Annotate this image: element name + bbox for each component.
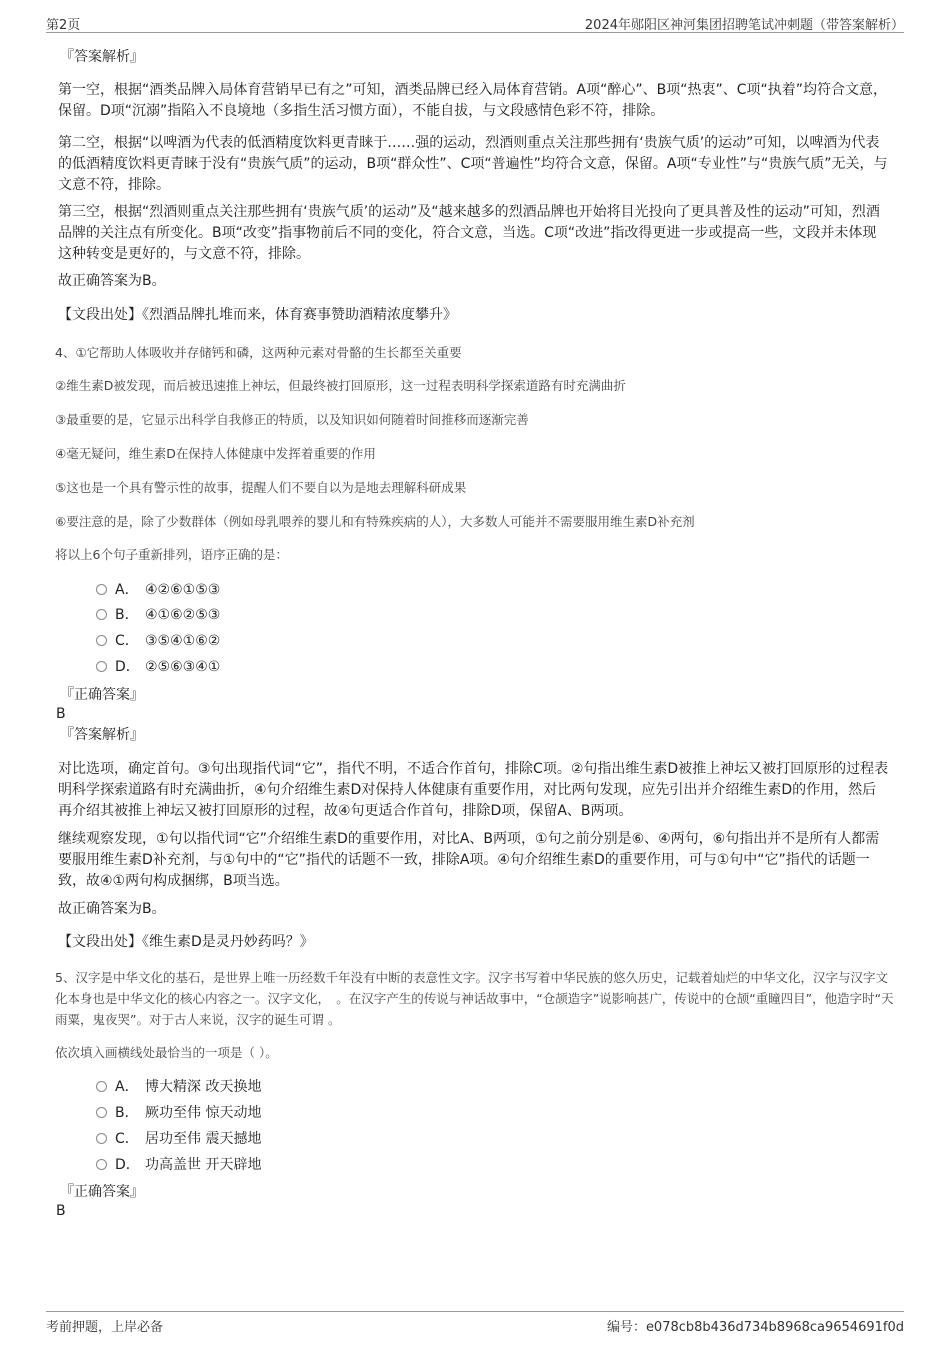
q3-analysis-para1: 第一空，根据“酒类品牌入局体育营销早已有之”可知，酒类品牌已经入局体育营销。A项“醉心”、B项“热衷”、C项“执着”均符合文意，保留。D项“沉溺”指陷入不良境地（多指生活习惯方面），不能自拔，与文段感情色彩不符，排除。	[58, 82, 887, 119]
q3-analysis-para3: 第三空，根据“烈酒则重点关注那些拥有‘贵族气质’的运动”及“越来越多的烈酒品牌也开始将目光投向了更具普及性的运动”可知，烈酒品牌的关注点有所变化。B项“改变”指事物前后不同的变化，符合文意，当选。C项“改进”指改得更进一步或提高一些，文段并未体现这种转变是更好的，与文意不符，排除。	[58, 204, 880, 262]
q4-sentence-4: ④毫无疑问，维生素D在保持人体健康中发挥着重要的作用	[55, 446, 376, 461]
page-number: 第2页	[46, 18, 81, 33]
q4-conclusion: 故正确答案为B。	[58, 901, 166, 917]
q4-sentence-6: ⑥要注意的是，除了少数群体（例如母乳喂养的婴儿和有特殊疾病的人），大多数人可能并不需要服用维生素D补充剂	[55, 514, 695, 529]
footer-slogan: 考前押题，上岸必备	[46, 1320, 164, 1335]
q3-source: 【文段出处】《烈酒品牌扎堆而来，体育赛事赞助酒精浓度攀升》	[58, 307, 457, 323]
q5-stem: 5、汉字是中华文化的基石，是世界上唯一历经数千年没有中断的表意性文字。汉字书写着中华民族的悠久历史，记载着灿烂的中华文化，汉字与汉字文化本身也是中华文化的核心内容之一。汉字文化， 。在汉字产生的传说与神话故事中，“仓颉造字”说影响甚广，传说中的仓颉“重瞳四目”，他造字时“天雨粟，鬼夜哭”。对于古人来说，汉字的诞生可谓 。	[55, 970, 894, 1027]
radio-icon[interactable]	[96, 1159, 107, 1170]
q5-answer-heading: 『正确答案』	[60, 1184, 144, 1200]
q3-analysis-para2: 第二空，根据“以啤酒为代表的低酒精度饮料更青睐于……强的运动，烈酒则重点关注那些拥有‘贵族气质’的运动”可知，以啤酒为代表的低酒精度饮料更青睐于没有“贵族气质”的运动，B项“群众性”、C项“普遍性”均符合文意，保留。A项“专业性”与“贵族气质”无关，与文意不符，排除。	[58, 135, 888, 193]
q5-option-a[interactable]: A． 博大精深 改天换地	[96, 1077, 261, 1097]
q4-analysis-para1: 对比选项，确定首句。③句出现指代词“它”，指代不明，不适合作首句，排除C项。②句指出维生素D被推上神坛又被打回原形的过程表明科学探索道路有时充满曲折，④句介绍维生素D对保持人体健康有重要作用，对比两句发现，应先引出并介绍维生素D的作用，然后再介绍其被推上神坛又被打回原形的过程，故④句更适合作首句，排除D项，保留A、B两项。	[58, 761, 889, 819]
radio-icon[interactable]	[96, 1133, 107, 1144]
q4-option-a[interactable]: A． ④②⑥①⑤③	[96, 580, 220, 600]
q4-sentence-5: ⑤这也是一个具有警示性的故事，提醒人们不要自以为是地去理解科研成果	[55, 480, 467, 495]
q4-answer-heading: 『正确答案』	[60, 687, 144, 703]
q3-conclusion: 故正确答案为B。	[58, 273, 166, 289]
radio-icon[interactable]	[96, 609, 107, 620]
q4-analysis-heading: 『答案解析』	[60, 727, 144, 743]
q4-sentence-3: ③最重要的是，它显示出科学自我修正的特质，以及知识如何随着时间推移而逐渐完善	[55, 412, 529, 427]
q5-option-c[interactable]: C． 居功至伟 震天撼地	[96, 1129, 261, 1149]
radio-icon[interactable]	[96, 1081, 107, 1092]
page-header	[46, 12, 904, 33]
document-title: 2024年郧阳区神河集团招聘笔试冲刺题（带答案解析）	[584, 18, 904, 33]
q5-option-b[interactable]: B． 厥功至伟 惊天动地	[96, 1103, 261, 1123]
q4-source: 【文段出处】《维生素D是灵丹妙药吗？》	[58, 934, 314, 950]
q5-answer: B	[56, 1203, 66, 1219]
q4-analysis-para2: 继续观察发现，①句以指代词“它”介绍维生素D的重要作用，对比A、B两项，①句之前分别是⑥、④两句，⑥句指出并不是所有人都需要服用维生素D补充剂，与①句中的“它”指代的话题不一致，排除A项。④句介绍维生素D的重要作用，可与①句中“它”指代的话题一致，故④①两句构成捆绑，B项当选。	[58, 831, 880, 889]
footer-serial: 编号：e078cb8b436d734b8968ca9654691f0d	[606, 1320, 904, 1335]
radio-icon[interactable]	[96, 661, 107, 672]
q4-sentence-1: 4、①它帮助人体吸收并存储钙和磷，这两种元素对骨骼的生长都至关重要	[55, 345, 462, 360]
q4-option-b[interactable]: B． ④①⑥②⑤③	[96, 605, 220, 625]
q5-option-d[interactable]: D． 功高盖世 开天辟地	[96, 1155, 261, 1175]
radio-icon[interactable]	[96, 635, 107, 646]
q4-option-c[interactable]: C． ③⑤④①⑥②	[96, 631, 220, 651]
q4-option-d[interactable]: D． ②⑤⑥③④①	[96, 657, 220, 677]
q5-prompt: 依次填入画横线处最恰当的一项是（ ）。	[55, 1045, 278, 1060]
radio-icon[interactable]	[96, 584, 107, 595]
q4-sentence-2: ②维生素D被发现，而后被迅速推上神坛，但最终被打回原形，这一过程表明科学探索道路有时充满曲折	[55, 378, 626, 393]
q4-prompt: 将以上6个句子重新排列，语序正确的是：	[55, 547, 288, 562]
q4-answer: B	[56, 706, 66, 722]
q3-analysis-heading: 『答案解析』	[60, 49, 144, 65]
radio-icon[interactable]	[96, 1107, 107, 1118]
page-footer	[46, 1311, 904, 1335]
